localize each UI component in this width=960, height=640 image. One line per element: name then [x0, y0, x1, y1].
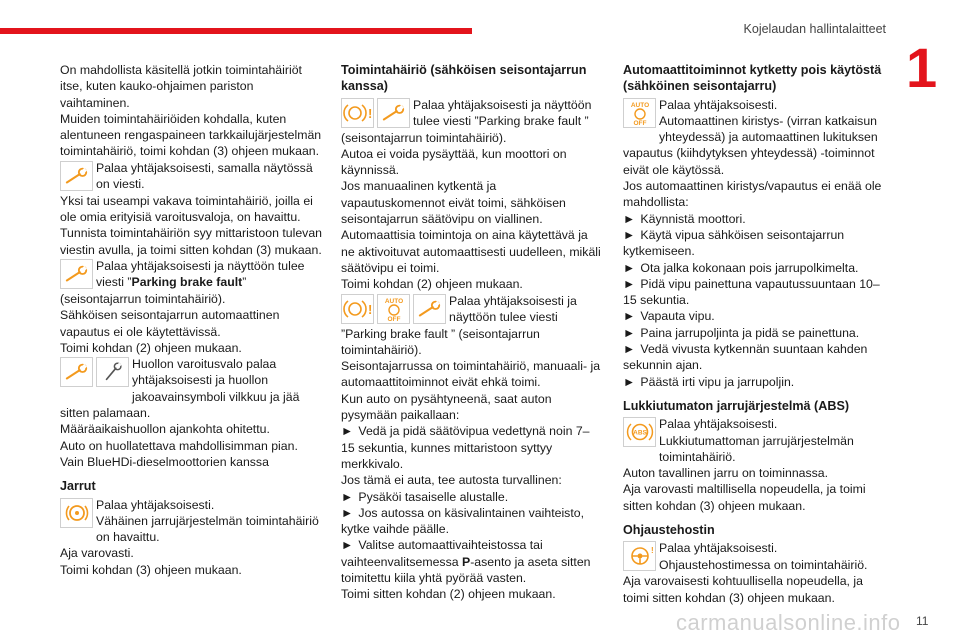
step-item [623, 227, 891, 260]
excl-mark: ! [650, 546, 654, 556]
excl-mark: ! [367, 105, 372, 121]
paragraph: Autoa ei voida pysäyttää, kun moottori on käynnissä. [341, 146, 567, 178]
step-text: Pysäköi tasaiselle alustalle. [358, 489, 509, 504]
column-3 [623, 62, 891, 606]
step-item [623, 341, 891, 374]
entry-text: Lukkiutumattoman jarrujärjestelmän toimintahäiriö. [659, 433, 854, 464]
warning-entry [60, 258, 326, 291]
section-heading: Ohjaustehostin [623, 523, 715, 538]
bullet-arrow: ► [623, 374, 636, 389]
step-item [623, 260, 891, 276]
step-text: Käytä vipua sähköisen seisontajarrun kytkemiseen. [623, 227, 845, 259]
wrench-icon [413, 294, 446, 324]
step-item [623, 325, 891, 341]
entry-text: Palaa yhtäjaksoisesti. [96, 497, 215, 512]
entry-text: Palaa yhtäjaksoisesti. [659, 97, 778, 112]
step-item [623, 276, 891, 309]
step-item [623, 308, 891, 324]
step-item [341, 505, 603, 538]
entry-text: Vähäinen jarrujärjestelmän toimintahäiriö on havaittu. [96, 513, 319, 545]
header-accent-bar [0, 28, 472, 34]
off-label: OFF [387, 315, 400, 322]
entry-text: Palaa yhtäjaksoisesti ja näyttöön tulee viesti ” [96, 258, 305, 290]
bullet-arrow: ► [623, 276, 636, 291]
paragraph: (seisontajarrun toimintahäiriö). [341, 130, 507, 145]
section-heading: Toimintahäiriö (sähköisen seisontajarrun kanssa) [341, 63, 587, 94]
paragraph: On mahdollista käsitellä jotkin toimintahäiriöt itse, kuten kauko-ohjaimen pariston vaihtaminen. [60, 63, 302, 110]
paragraph: Sähköisen seisontajarrun automaattinen vapautus ei ole käytettävissä. [60, 308, 280, 339]
paragraph: Auto on huollatettava mahdollisimman pian. [60, 438, 298, 453]
paragraph: Vain BlueHDi-dieselmoottorien kanssa [60, 454, 269, 469]
paragraph: Toimi kohdan (2) ohjeen mukaan. [60, 340, 242, 355]
bullet-arrow: ► [623, 309, 636, 324]
step-text: Vapauta vipu. [640, 309, 715, 324]
warning-entry [623, 540, 891, 573]
excl-mark: ! [367, 301, 372, 317]
entry-text: Huollon varoitusvalo palaa yhtäjaksoisesti ja huollon jakoavainsymboli vilkkuu ja jää sitten palamaan. [60, 357, 300, 421]
paragraph: Auton tavallinen jarru on toiminnassa. [623, 466, 829, 481]
entry-text: Palaa yhtäjaksoisesti ja näyttöön tulee viesti [449, 293, 577, 324]
bullet-arrow: ► [341, 489, 354, 504]
step-text: Ota jalka kokonaan pois jarrupolkimelta. [640, 260, 859, 275]
section-heading: Jarrut [60, 479, 96, 494]
step-text: Jos autossa on käsivalintainen vaihteisto, kytke vaihde päälle. [341, 505, 584, 537]
warning-entry [623, 97, 891, 178]
auto-off-icon [377, 294, 410, 324]
page-number: 11 [916, 614, 929, 628]
step-text: -asento ja aseta sitten toimitettu kiila yhtä pyörää vasten. [341, 554, 591, 586]
wrench-icon [377, 98, 410, 128]
auto-label: AUTO [384, 297, 403, 305]
bullet-arrow: ► [341, 505, 354, 520]
paragraph: Kun auto on pysähtyneenä, saat auton pysymään paikallaan: [341, 391, 552, 423]
bullet-arrow: ► [623, 342, 636, 357]
bullet-arrow: ► [623, 260, 636, 275]
wrench-icon [60, 357, 93, 387]
paragraph: Jos automaattinen kiristys/vapautus ei enää ole mahdollista: [623, 179, 882, 210]
step-text: Valitse automaattivaihteistossa tai vaihteenvalitsemessa [341, 538, 543, 569]
bullet-arrow: ► [341, 538, 354, 553]
wrench-icon [60, 259, 93, 289]
column-1 [60, 62, 326, 578]
entry-text: Palaa yhtäjaksoisesti, samalla näytössä on viesti. [96, 160, 313, 192]
parking-brake-fault-icon [341, 98, 374, 128]
entry-text: Palaa yhtäjaksoisesti. [659, 417, 778, 432]
step-text: Käynnistä moottori. [640, 211, 746, 226]
paragraph: Jos tämä ei auta, tee autosta turvallinen: [341, 473, 562, 488]
chapter-number: 1 [906, 36, 938, 99]
paragraph: Aja varovasti. [60, 546, 134, 561]
warning-entry [341, 293, 603, 326]
entry-text: Automaattinen kiristys- (virran katkaisun yhteydessä) ja automaattinen lukituksen vapautus (kiihdytyksen yhteydessä) -toiminnot eivät ole käytössä. [623, 113, 878, 177]
warning-entry [60, 356, 326, 421]
parking-brake-fault-icon [341, 294, 374, 324]
paragraph: Määräaikaishuollon ajankohta ohitettu. [60, 422, 270, 437]
step-text: Pidä vipu painettuna vapautussuuntaan 10–15 sekuntia. [623, 276, 880, 308]
warning-entry [60, 497, 326, 546]
service-wrench-icon [96, 357, 129, 387]
step-text-bold: P [461, 554, 471, 569]
watermark: carmanualsonline.info [676, 610, 901, 635]
entry-text: Palaa yhtäjaksoisesti ja näyttöön tulee viesti ”Parking brake fault ” [413, 97, 592, 128]
paragraph: Toimi kohdan (2) ohjeen mukaan. [341, 277, 523, 292]
entry-text: Palaa yhtäjaksoisesti. [659, 541, 778, 556]
column-2 [341, 62, 603, 603]
step-item [623, 374, 891, 390]
paragraph: Jos manuaalinen kytkentä ja vapautuskomennot eivät toimi, sähköisen seisontajarrun säätövipu on viallinen. [341, 179, 566, 227]
auto-off-icon [623, 98, 656, 128]
paragraph: Automaattisia toimintoja on aina käytettävä ja ne aktivoituvat automaattisesti uudelleen, mikäli säätövipu ei toimi. [341, 228, 601, 275]
step-item [341, 489, 603, 505]
header-title: Kojelaudan hallintalaitteet [743, 22, 886, 36]
step-item [341, 537, 603, 586]
paragraph: Aja varovaisesti kohtuullisella nopeudella, ja toimi sitten kohdan (3) ohjeen mukaan. [623, 574, 863, 605]
page-header [0, 0, 960, 40]
paragraph: ”Parking brake fault ” (seisontajarrun toimintahäiriö). [341, 326, 540, 357]
warning-entry [341, 97, 603, 130]
bullet-arrow: ► [341, 424, 354, 439]
step-text: Päästä irti vipu ja jarrupoljin. [640, 374, 795, 389]
entry-text: Ohjaustehostimessa on toimintahäiriö. [659, 557, 868, 572]
abs-label: ABS [632, 429, 647, 437]
section-heading: Lukkiutumaton jarrujärjestelmä (ABS) [623, 398, 850, 413]
entry-text-bold: Parking brake fault [131, 275, 243, 290]
paragraph: Toimi kohdan (3) ohjeen mukaan. [60, 562, 242, 577]
warning-entry [623, 416, 891, 465]
paragraph: Aja varovasti maltillisella nopeudella, ja toimi sitten kohdan (3) ohjeen mukaan. [623, 482, 866, 513]
wrench-icon [60, 161, 93, 191]
paragraph: Yksi tai useampi vakava toimintahäiriö, joilla ei ole omia erityisiä varoitusvaloja, on havaittu. [60, 193, 313, 225]
warning-entry [60, 160, 326, 193]
off-label: OFF [633, 119, 646, 126]
brake-warning-icon [60, 498, 93, 528]
paragraph: Seisontajarrussa on toimintahäiriö, manuaali- ja automaattitoiminnot eivät ehkä toimi. [341, 359, 601, 390]
bullet-arrow: ► [623, 211, 636, 226]
paragraph: Muiden toimintahäiriöiden kohdalla, kuten alentuneen rengaspaineen tarkkailujärjestelmän toimintahäiriö, toimi kohdan (3) ohjeen mukaan. [60, 111, 322, 159]
step-text: Vedä ja pidä säätövipua vedettynä noin 7–15 sekuntia, kunnes mittaristoon syttyy merkkivalo. [341, 424, 590, 471]
auto-label: AUTO [630, 101, 649, 109]
bullet-arrow: ► [623, 227, 636, 242]
step-item [341, 423, 603, 472]
paragraph: Tunnista toimintahäiriön syy mittaristoon tulevan viestin avulla, ja toimi sitten kohdan (3) mukaan. [60, 226, 322, 257]
step-text: Paina jarrupoljinta ja pidä se painettuna. [640, 325, 860, 340]
section-heading: Automaattitoiminnot kytketty pois käytöstä (sähköinen seisontajarru) [623, 63, 882, 94]
steering-wheel-icon [623, 541, 656, 571]
paragraph: Toimi sitten kohdan (2) ohjeen mukaan. [341, 587, 556, 602]
entry-text: ” [242, 275, 247, 290]
abs-icon [623, 417, 656, 447]
paragraph: (seisontajarrun toimintahäiriö). [60, 291, 226, 306]
bullet-arrow: ► [623, 325, 636, 340]
step-item [623, 211, 891, 227]
step-text: Vedä vivusta kytkennän suuntaan kahden sekunnin ajan. [623, 342, 868, 373]
